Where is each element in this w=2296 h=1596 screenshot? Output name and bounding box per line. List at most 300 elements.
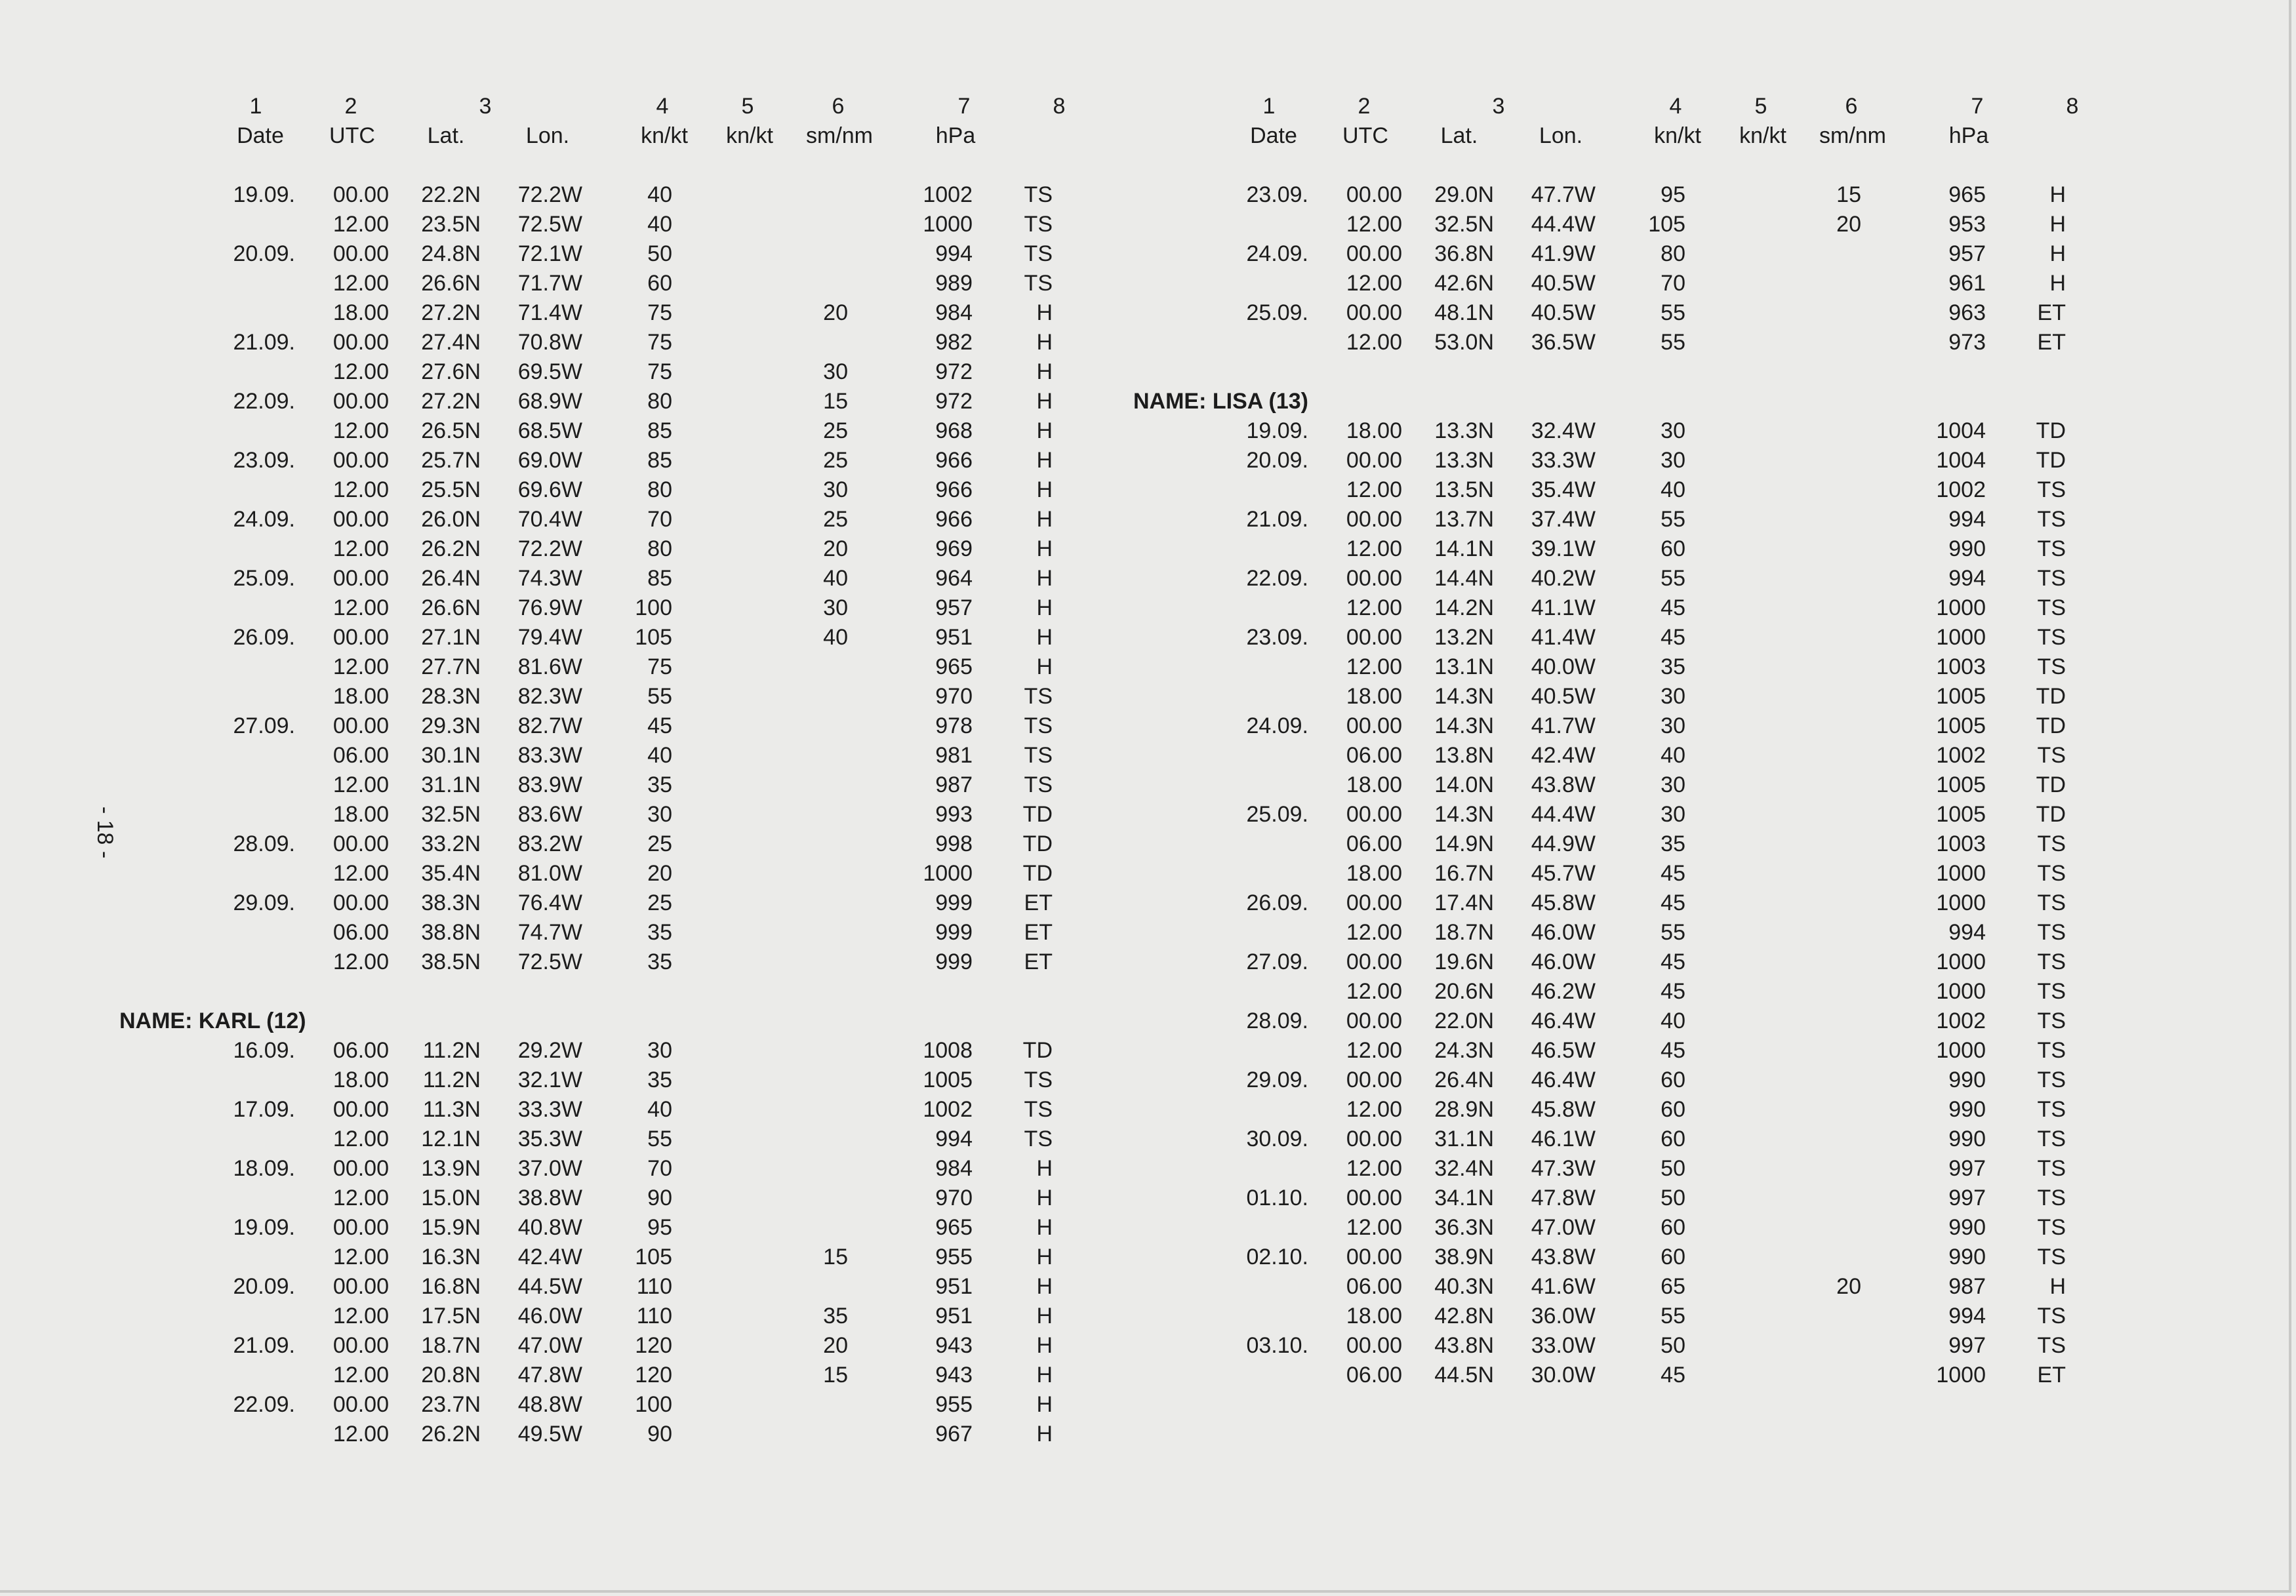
radius-nm-cell: 15 <box>823 389 848 414</box>
lat-cell: 27.6N <box>421 359 481 384</box>
storm-type-cell: TS <box>2037 861 2066 886</box>
utc-cell: 12.00 <box>1346 595 1402 620</box>
utc-cell: 12.00 <box>332 861 389 886</box>
utc-cell: 06.00 <box>1346 1363 1402 1387</box>
pressure-hpa-cell: 969 <box>935 536 973 561</box>
pressure-hpa-cell: 998 <box>935 831 973 856</box>
utc-cell: 00.00 <box>1346 949 1402 974</box>
utc-cell: 00.00 <box>332 831 389 856</box>
radius-nm-cell: 25 <box>823 448 848 473</box>
lat-cell: 11.2N <box>422 1067 481 1092</box>
storm-type-cell: TS <box>1024 241 1053 266</box>
date-cell: 30.09. <box>1246 1127 1308 1151</box>
column-number: 4 <box>1669 94 1682 119</box>
utc-cell: 12.00 <box>332 1245 389 1269</box>
wind-kt-cell: 45 <box>1661 625 1685 650</box>
wind-kt-cell: 75 <box>647 654 672 679</box>
lat-cell: 13.3N <box>1434 448 1494 473</box>
pressure-hpa-cell: 990 <box>1948 1097 1986 1122</box>
storm-type-cell: H <box>1036 448 1053 473</box>
lon-cell: 47.3W <box>1531 1156 1596 1181</box>
utc-cell: 12.00 <box>1346 1038 1402 1063</box>
lat-cell: 14.1N <box>1434 536 1494 561</box>
lat-cell: 14.2N <box>1434 595 1494 620</box>
column-label: sm/nm <box>806 123 873 148</box>
lon-cell: 33.0W <box>1531 1333 1596 1358</box>
lat-cell: 36.8N <box>1434 241 1494 266</box>
utc-cell: 12.00 <box>332 772 389 797</box>
radius-nm-cell: 20 <box>823 536 848 561</box>
lon-cell: 46.4W <box>1531 1008 1596 1033</box>
lon-cell: 40.5W <box>1531 684 1596 709</box>
storm-type-cell: H <box>1036 595 1053 620</box>
wind-kt-cell: 55 <box>1661 507 1685 532</box>
column-label: hPa <box>935 123 976 148</box>
lat-cell: 17.5N <box>421 1304 481 1328</box>
lon-cell: 43.8W <box>1531 1245 1596 1269</box>
pressure-hpa-cell: 999 <box>935 949 973 974</box>
utc-cell: 00.00 <box>1346 1067 1402 1092</box>
utc-cell: 00.00 <box>332 890 389 915</box>
storm-type-cell: TD <box>2036 448 2066 473</box>
date-cell: 23.09. <box>1246 182 1308 207</box>
wind-kt-cell: 100 <box>635 1392 672 1417</box>
lat-cell: 26.6N <box>421 595 481 620</box>
wind-kt-cell: 50 <box>1661 1156 1685 1181</box>
wind-kt-cell: 95 <box>1661 182 1685 207</box>
lon-cell: 72.5W <box>517 212 582 237</box>
date-cell: 25.09. <box>1246 802 1308 827</box>
pressure-hpa-cell: 994 <box>1948 920 1986 945</box>
storm-type-cell: H <box>1036 477 1053 502</box>
lat-cell: 13.7N <box>1434 507 1494 532</box>
utc-cell: 00.00 <box>332 713 389 738</box>
column-label: Date <box>1250 123 1297 148</box>
lat-cell: 32.5N <box>1434 212 1494 237</box>
lat-cell: 29.3N <box>421 713 481 738</box>
lon-cell: 49.5W <box>517 1422 582 1446</box>
pressure-hpa-cell: 1005 <box>1936 684 1986 709</box>
pressure-hpa-cell: 967 <box>935 1422 973 1446</box>
lat-cell: 15.0N <box>421 1186 481 1210</box>
pressure-hpa-cell: 990 <box>1948 1215 1986 1240</box>
storm-type-cell: H <box>1036 1304 1053 1328</box>
pressure-hpa-cell: 984 <box>935 1156 973 1181</box>
pressure-hpa-cell: 990 <box>1948 1127 1986 1151</box>
column-label: kn/kt <box>641 123 688 148</box>
pressure-hpa-cell: 997 <box>1948 1156 1986 1181</box>
lon-cell: 46.1W <box>1531 1127 1596 1151</box>
storm-type-cell: ET <box>1024 920 1053 945</box>
lon-cell: 81.0W <box>517 861 582 886</box>
date-cell: 29.09. <box>233 890 295 915</box>
column-label: kn/kt <box>1739 123 1786 148</box>
wind-kt-cell: 65 <box>1661 1274 1685 1299</box>
lat-cell: 40.3N <box>1434 1274 1494 1299</box>
lon-cell: 38.8W <box>517 1186 582 1210</box>
lat-cell: 36.3N <box>1434 1215 1494 1240</box>
wind-kt-cell: 35 <box>1661 831 1685 856</box>
lon-cell: 40.0W <box>1531 654 1596 679</box>
utc-cell: 06.00 <box>1346 831 1402 856</box>
pressure-hpa-cell: 994 <box>1948 566 1986 591</box>
lat-cell: 11.2N <box>422 1038 481 1063</box>
wind-kt-cell: 105 <box>635 625 672 650</box>
lat-cell: 13.5N <box>1434 477 1494 502</box>
wind-kt-cell: 55 <box>1661 1304 1685 1328</box>
lat-cell: 26.4N <box>1434 1067 1494 1092</box>
date-cell: 22.09. <box>233 1392 295 1417</box>
storm-type-cell: H <box>2049 212 2066 237</box>
lon-cell: 70.4W <box>517 507 582 532</box>
column-label: Lon. <box>525 123 570 148</box>
lon-cell: 45.8W <box>1531 1097 1596 1122</box>
wind-kt-cell: 25 <box>647 890 672 915</box>
wind-kt-cell: 40 <box>647 182 672 207</box>
lon-cell: 41.9W <box>1531 241 1596 266</box>
pressure-hpa-cell: 1000 <box>1936 1363 1986 1387</box>
storm-type-cell: TD <box>2036 802 2066 827</box>
radius-nm-cell: 30 <box>823 359 848 384</box>
pressure-hpa-cell: 1002 <box>923 1097 973 1122</box>
utc-cell: 12.00 <box>332 477 389 502</box>
wind-kt-cell: 80 <box>647 389 672 414</box>
utc-cell: 18.00 <box>332 802 389 827</box>
pressure-hpa-cell: 999 <box>935 890 973 915</box>
lon-cell: 36.0W <box>1531 1304 1596 1328</box>
pressure-hpa-cell: 1004 <box>1936 448 1986 473</box>
date-cell: 22.09. <box>233 389 295 414</box>
lon-cell: 72.5W <box>517 949 582 974</box>
lat-cell: 27.7N <box>421 654 481 679</box>
storm-type-cell: TS <box>1024 743 1053 768</box>
wind-kt-cell: 45 <box>1661 890 1685 915</box>
lon-cell: 32.1W <box>517 1067 582 1092</box>
storm-type-cell: TS <box>1024 271 1053 296</box>
radius-nm-cell: 20 <box>1836 212 1861 237</box>
lat-cell: 44.5N <box>1434 1363 1494 1387</box>
radius-nm-cell: 15 <box>823 1245 848 1269</box>
storm-type-cell: TS <box>2037 890 2066 915</box>
pressure-hpa-cell: 970 <box>935 684 973 709</box>
lat-cell: 14.3N <box>1434 802 1494 827</box>
pressure-hpa-cell: 1000 <box>1936 979 1986 1004</box>
utc-cell: 00.00 <box>1346 1127 1402 1151</box>
lat-cell: 22.2N <box>421 182 481 207</box>
utc-cell: 12.00 <box>1346 477 1402 502</box>
pressure-hpa-cell: 951 <box>935 1304 973 1328</box>
wind-kt-cell: 60 <box>1661 536 1685 561</box>
pressure-hpa-cell: 1000 <box>1936 1038 1986 1063</box>
wind-kt-cell: 30 <box>1661 448 1685 473</box>
pressure-hpa-cell: 1002 <box>1936 1008 1986 1033</box>
storm-type-cell: ET <box>1024 890 1053 915</box>
storm-type-cell: TS <box>2037 979 2066 1004</box>
lat-cell: 48.1N <box>1434 300 1494 325</box>
storm-type-cell: TS <box>1024 772 1053 797</box>
storm-type-cell: TS <box>1024 1097 1053 1122</box>
wind-kt-cell: 85 <box>647 418 672 443</box>
utc-cell: 00.00 <box>1346 890 1402 915</box>
storm-type-cell: TS <box>1024 182 1053 207</box>
lon-cell: 83.9W <box>517 772 582 797</box>
lon-cell: 46.0W <box>1531 920 1596 945</box>
date-cell: 21.09. <box>1246 507 1308 532</box>
wind-kt-cell: 30 <box>1661 713 1685 738</box>
lat-cell: 22.0N <box>1434 1008 1494 1033</box>
lon-cell: 32.4W <box>1531 418 1596 443</box>
pressure-hpa-cell: 965 <box>935 1215 973 1240</box>
radius-nm-cell: 20 <box>823 1333 848 1358</box>
date-cell: 26.09. <box>1246 890 1308 915</box>
utc-cell: 12.00 <box>1346 330 1402 355</box>
pressure-hpa-cell: 999 <box>935 920 973 945</box>
pressure-hpa-cell: 997 <box>1948 1186 1986 1210</box>
lat-cell: 20.8N <box>421 1363 481 1387</box>
lat-cell: 26.6N <box>421 271 481 296</box>
pressure-hpa-cell: 951 <box>935 1274 973 1299</box>
pressure-hpa-cell: 1005 <box>923 1067 973 1092</box>
pressure-hpa-cell: 994 <box>1948 507 1986 532</box>
storm-type-cell: H <box>1036 1422 1053 1446</box>
wind-kt-cell: 55 <box>647 1127 672 1151</box>
utc-cell: 18.00 <box>1346 772 1402 797</box>
utc-cell: 12.00 <box>332 1127 389 1151</box>
storm-name: NAME: LISA (13) <box>1133 389 1308 414</box>
wind-kt-cell: 35 <box>647 949 672 974</box>
wind-kt-cell: 40 <box>647 212 672 237</box>
wind-kt-cell: 70 <box>647 1156 672 1181</box>
storm-type-cell: H <box>1036 1274 1053 1299</box>
lat-cell: 38.5N <box>421 949 481 974</box>
utc-cell: 00.00 <box>1346 566 1402 591</box>
lat-cell: 32.5N <box>421 802 481 827</box>
pressure-hpa-cell: 961 <box>1948 271 1986 296</box>
lat-cell: 26.2N <box>421 1422 481 1446</box>
lat-cell: 26.2N <box>421 536 481 561</box>
storm-type-cell: H <box>1036 1363 1053 1387</box>
wind-kt-cell: 55 <box>1661 300 1685 325</box>
lat-cell: 38.3N <box>421 890 481 915</box>
pressure-hpa-cell: 1005 <box>1936 772 1986 797</box>
radius-nm-cell: 25 <box>823 418 848 443</box>
column-number: 6 <box>1845 94 1858 119</box>
pressure-hpa-cell: 1000 <box>923 861 973 886</box>
lat-cell: 27.4N <box>421 330 481 355</box>
lon-cell: 69.5W <box>517 359 582 384</box>
radius-nm-cell: 30 <box>823 477 848 502</box>
lon-cell: 40.8W <box>517 1215 582 1240</box>
lon-cell: 29.2W <box>517 1038 582 1063</box>
lat-cell: 18.7N <box>1434 920 1494 945</box>
lon-cell: 71.7W <box>517 271 582 296</box>
wind-kt-cell: 20 <box>647 861 672 886</box>
storm-type-cell: TD <box>1022 831 1053 856</box>
lat-cell: 25.7N <box>421 448 481 473</box>
storm-type-cell: TD <box>1022 1038 1053 1063</box>
wind-kt-cell: 100 <box>635 595 672 620</box>
lat-cell: 15.9N <box>421 1215 481 1240</box>
lat-cell: 14.0N <box>1434 772 1494 797</box>
storm-type-cell: H <box>2049 241 2066 266</box>
storm-type-cell: TS <box>2037 654 2066 679</box>
page-number: - 18 - <box>92 806 118 859</box>
lon-cell: 72.2W <box>517 536 582 561</box>
utc-cell: 12.00 <box>332 359 389 384</box>
lat-cell: 14.9N <box>1434 831 1494 856</box>
lat-cell: 27.2N <box>421 300 481 325</box>
lat-cell: 38.8N <box>421 920 481 945</box>
storm-type-cell: H <box>1036 566 1053 591</box>
utc-cell: 18.00 <box>332 684 389 709</box>
utc-cell: 12.00 <box>332 536 389 561</box>
pressure-hpa-cell: 955 <box>935 1245 973 1269</box>
pressure-hpa-cell: 943 <box>935 1363 973 1387</box>
utc-cell: 00.00 <box>1346 448 1402 473</box>
lat-cell: 16.8N <box>421 1274 481 1299</box>
storm-type-cell: TS <box>2037 743 2066 768</box>
utc-cell: 00.00 <box>332 241 389 266</box>
lat-cell: 24.8N <box>421 241 481 266</box>
wind-kt-cell: 30 <box>647 802 672 827</box>
storm-type-cell: TS <box>2037 920 2066 945</box>
utc-cell: 12.00 <box>332 418 389 443</box>
utc-cell: 06.00 <box>332 1038 389 1063</box>
column-label: Lat. <box>427 123 465 148</box>
lat-cell: 35.4N <box>421 861 481 886</box>
pressure-hpa-cell: 1000 <box>1936 949 1986 974</box>
utc-cell: 12.00 <box>332 212 389 237</box>
wind-kt-cell: 50 <box>647 241 672 266</box>
lon-cell: 46.0W <box>1531 949 1596 974</box>
lon-cell: 82.3W <box>517 684 582 709</box>
utc-cell: 12.00 <box>332 595 389 620</box>
utc-cell: 00.00 <box>1346 1186 1402 1210</box>
utc-cell: 18.00 <box>1346 1304 1402 1328</box>
lon-cell: 79.4W <box>517 625 582 650</box>
utc-cell: 00.00 <box>332 507 389 532</box>
lat-cell: 27.1N <box>421 625 481 650</box>
storm-type-cell: H <box>1036 330 1053 355</box>
wind-kt-cell: 120 <box>635 1333 672 1358</box>
utc-cell: 00.00 <box>332 625 389 650</box>
wind-kt-cell: 35 <box>647 920 672 945</box>
storm-type-cell: TS <box>2037 536 2066 561</box>
utc-cell: 00.00 <box>332 1097 389 1122</box>
storm-type-cell: H <box>1036 625 1053 650</box>
pressure-hpa-cell: 1003 <box>1936 654 1986 679</box>
lon-cell: 47.8W <box>517 1363 582 1387</box>
storm-type-cell: TD <box>1022 861 1053 886</box>
lat-cell: 42.8N <box>1434 1304 1494 1328</box>
pressure-hpa-cell: 990 <box>1948 1067 1986 1092</box>
utc-cell: 00.00 <box>1346 713 1402 738</box>
pressure-hpa-cell: 1002 <box>1936 743 1986 768</box>
date-cell: 24.09. <box>1246 241 1308 266</box>
column-number: 5 <box>741 94 754 119</box>
utc-cell: 06.00 <box>1346 1274 1402 1299</box>
wind-kt-cell: 120 <box>635 1363 672 1387</box>
pressure-hpa-cell: 994 <box>1948 1304 1986 1328</box>
wind-kt-cell: 35 <box>647 1067 672 1092</box>
pressure-hpa-cell: 1000 <box>1936 890 1986 915</box>
date-cell: 24.09. <box>233 507 295 532</box>
wind-kt-cell: 45 <box>647 713 672 738</box>
storm-type-cell: TD <box>2036 418 2066 443</box>
date-cell: 27.09. <box>1246 949 1308 974</box>
pressure-hpa-cell: 972 <box>935 389 973 414</box>
storm-type-cell: TS <box>2037 1156 2066 1181</box>
lon-cell: 71.4W <box>517 300 582 325</box>
wind-kt-cell: 85 <box>647 566 672 591</box>
column-label: sm/nm <box>1819 123 1886 148</box>
wind-kt-cell: 45 <box>1661 861 1685 886</box>
column-number: 8 <box>1053 94 1066 119</box>
lon-cell: 83.6W <box>517 802 582 827</box>
lon-cell: 44.4W <box>1531 802 1596 827</box>
storm-type-cell: TS <box>1024 684 1053 709</box>
storm-type-cell: ET <box>2037 300 2066 325</box>
wind-kt-cell: 60 <box>647 271 672 296</box>
storm-type-cell: TS <box>2037 1127 2066 1151</box>
storm-type-cell: TS <box>2037 1215 2066 1240</box>
column-number: 2 <box>344 94 357 119</box>
storm-name: NAME: KARL (12) <box>119 1008 306 1033</box>
lat-cell: 13.3N <box>1434 418 1494 443</box>
utc-cell: 00.00 <box>1346 182 1402 207</box>
lat-cell: 18.7N <box>421 1333 481 1358</box>
wind-kt-cell: 80 <box>647 477 672 502</box>
utc-cell: 12.00 <box>1346 212 1402 237</box>
lon-cell: 83.2W <box>517 831 582 856</box>
lon-cell: 35.3W <box>517 1127 582 1151</box>
utc-cell: 18.00 <box>332 300 389 325</box>
utc-cell: 00.00 <box>332 1156 389 1181</box>
lon-cell: 47.0W <box>517 1333 582 1358</box>
pressure-hpa-cell: 987 <box>1948 1274 1986 1299</box>
lat-cell: 20.6N <box>1434 979 1494 1004</box>
lon-cell: 40.2W <box>1531 566 1596 591</box>
pressure-hpa-cell: 1000 <box>1936 861 1986 886</box>
utc-cell: 12.00 <box>332 1186 389 1210</box>
storm-type-cell: H <box>1036 1333 1053 1358</box>
lon-cell: 76.9W <box>517 595 582 620</box>
lat-cell: 23.5N <box>421 212 481 237</box>
utc-cell: 00.00 <box>332 389 389 414</box>
lat-cell: 42.6N <box>1434 271 1494 296</box>
wind-kt-cell: 90 <box>647 1422 672 1446</box>
lat-cell: 26.0N <box>421 507 481 532</box>
column-number: 2 <box>1358 94 1371 119</box>
pressure-hpa-cell: 1005 <box>1936 802 1986 827</box>
pressure-hpa-cell: 970 <box>935 1186 973 1210</box>
wind-kt-cell: 80 <box>647 536 672 561</box>
lon-cell: 47.7W <box>1531 182 1596 207</box>
pressure-hpa-cell: 990 <box>1948 536 1986 561</box>
pressure-hpa-cell: 1000 <box>1936 595 1986 620</box>
storm-type-cell: TS <box>2037 831 2066 856</box>
lon-cell: 68.5W <box>517 418 582 443</box>
date-cell: 21.09. <box>233 330 295 355</box>
lon-cell: 41.6W <box>1531 1274 1596 1299</box>
storm-type-cell: H <box>1036 654 1053 679</box>
storm-type-cell: TS <box>2037 1008 2066 1033</box>
utc-cell: 12.00 <box>332 1363 389 1387</box>
lon-cell: 30.0W <box>1531 1363 1596 1387</box>
utc-cell: 12.00 <box>1346 536 1402 561</box>
pressure-hpa-cell: 989 <box>935 271 973 296</box>
storm-type-cell: TS <box>1024 1127 1053 1151</box>
